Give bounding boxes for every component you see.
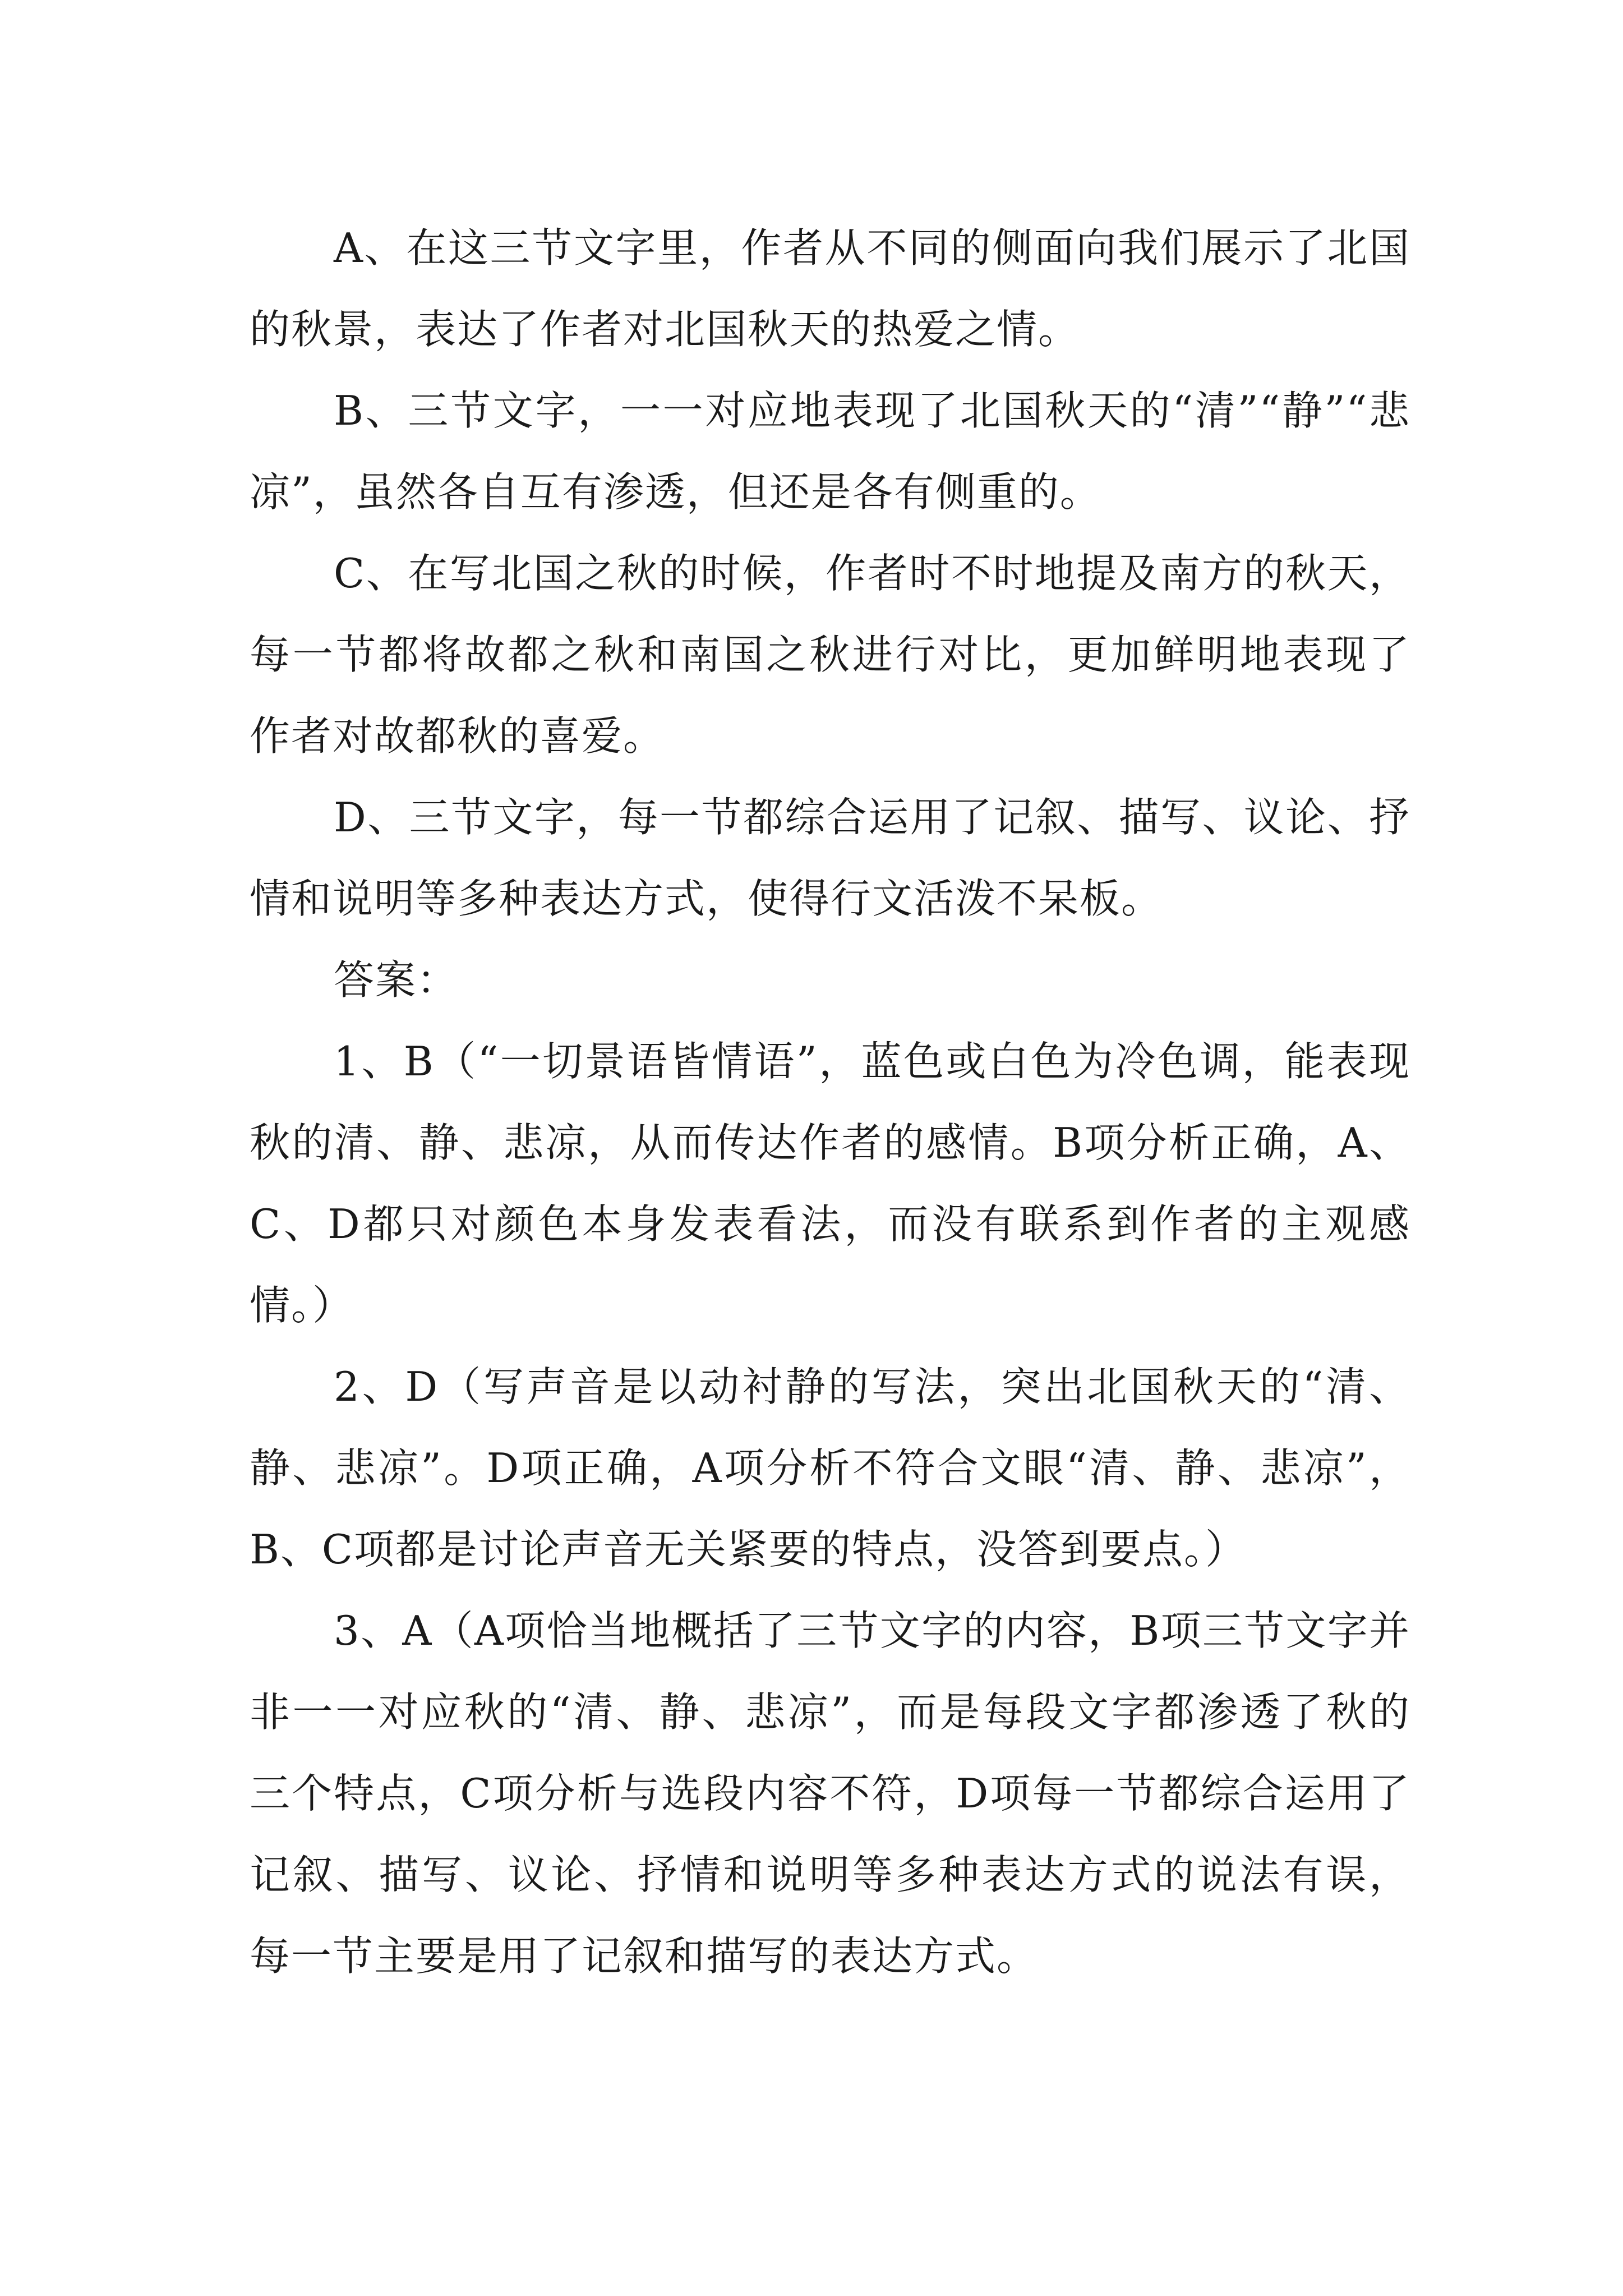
option-a-paragraph: A、在这三节文字里，作者从不同的侧面向我们展示了北国的秋景，表达了作者对北国秋天的热爱之情。 [250, 224, 1410, 353]
answer-1-paragraph: 1、B（“一切景语皆情语”，蓝色或白色为冷色调，能表现秋的清、静、悲凉，从而传达作者的感情。B项分析正确，A、C、D都只对颜色本身发表看法，而没有联系到作者的主观感情。） [250, 1038, 1410, 1329]
option-c-paragraph: C、在写北国之秋的时候，作者时不时地提及南方的秋天，每一节都将故都之秋和南国之秋进行对比，更加鲜明地表现了作者对故都秋的喜爱。 [250, 550, 1410, 760]
document-body [250, 208, 1410, 1997]
answer-3-paragraph: 3、A（A项恰当地概括了三节文字的内容，B项三节文字并非一一对应秋的“清、静、悲凉”，而是每段文字都渗透了秋的三个特点，C项分析与选段内容不符，D项每一节都综合运用了记叙、描写、议论、抒情和说明等多种表达方式的说法有误，每一节主要是用了记叙和描写的表达方式。 [250, 1607, 1410, 1980]
answer-heading: 答案： [334, 956, 459, 1004]
answer-2-paragraph: 2、D（写声音是以动衬静的写法，突出北国秋天的“清、静、悲凉”。D项正确，A项分析不符合文眼“清、静、悲凉”，B、C项都是讨论声音无关紧要的特点，没答到要点。） [250, 1363, 1410, 1573]
option-d-paragraph: D、三节文字，每一节都综合运用了记叙、描写、议论、抒情和说明等多种表达方式，使得行文活泼不呆板。 [250, 794, 1410, 922]
option-b-paragraph: B、三节文字，一一对应地表现了北国秋天的“清”“静”“悲凉”，虽然各自互有渗透，但还是各有侧重的。 [250, 387, 1410, 516]
